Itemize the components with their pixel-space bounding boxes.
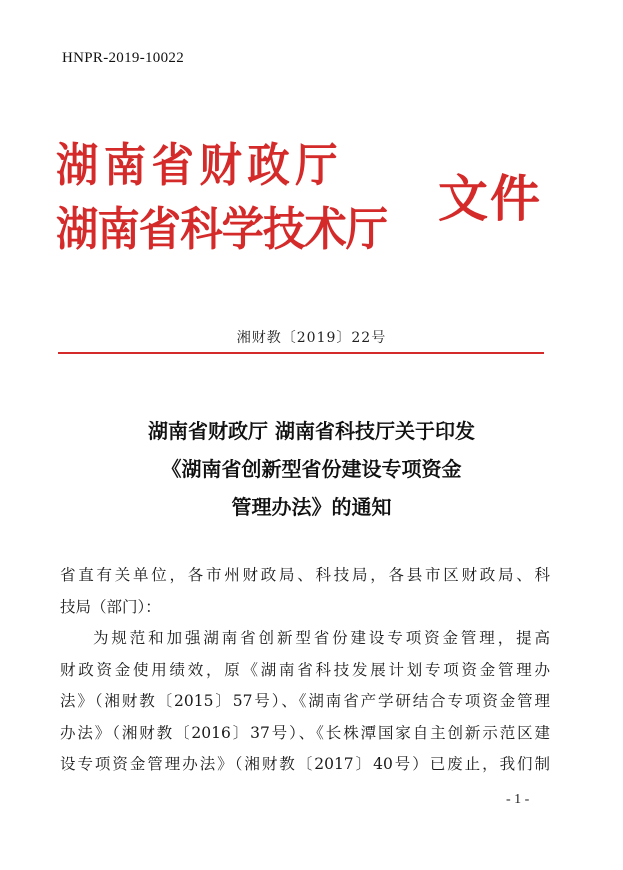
paragraph-line: 为规范和加强湖南省创新型省份建设专项资金管理，提高: [93, 629, 550, 647]
paragraph-line: 办法》（湘财教〔2016〕37号）、《长株潭国家自主创新示范区建: [60, 723, 550, 742]
issuer-science-department: 湖南省科学技术厅: [56, 202, 388, 256]
document-type-label: 文件: [438, 169, 542, 228]
red-divider-line: [58, 352, 544, 354]
issuer-finance-department: 湖南省财政厅: [56, 138, 344, 192]
document-number: 湘财教〔2019〕22号: [236, 330, 387, 346]
title-line-3: 管理办法》的通知: [231, 495, 392, 519]
salutation-line-1: 省直有关单位，各市州财政局、科技局，各县市区财政局、科: [60, 566, 550, 584]
paragraph-line: 设专项资金管理办法》（湘财教〔2017〕40号）已废止，我们制: [60, 755, 550, 773]
paragraph-line: 财政资金使用绩效，原《湖南省科技发展计划专项资金管理办: [60, 660, 550, 679]
page-number: - 1 -: [506, 792, 530, 807]
document-code: HNPR-2019-10022: [62, 50, 185, 66]
salutation-line-2: 技局（部门）：: [60, 597, 161, 616]
title-line-2: 《湖南省创新型省份建设专项资金: [161, 457, 462, 481]
document-title: [0, 412, 623, 526]
title-line-1: 湖南省财政厅 湖南省科技厅关于印发: [148, 419, 475, 443]
paragraph-line: 法》（湘财教〔2015〕57号）、《湖南省产学研结合专项资金管理: [60, 692, 550, 710]
document-body: [60, 560, 550, 781]
